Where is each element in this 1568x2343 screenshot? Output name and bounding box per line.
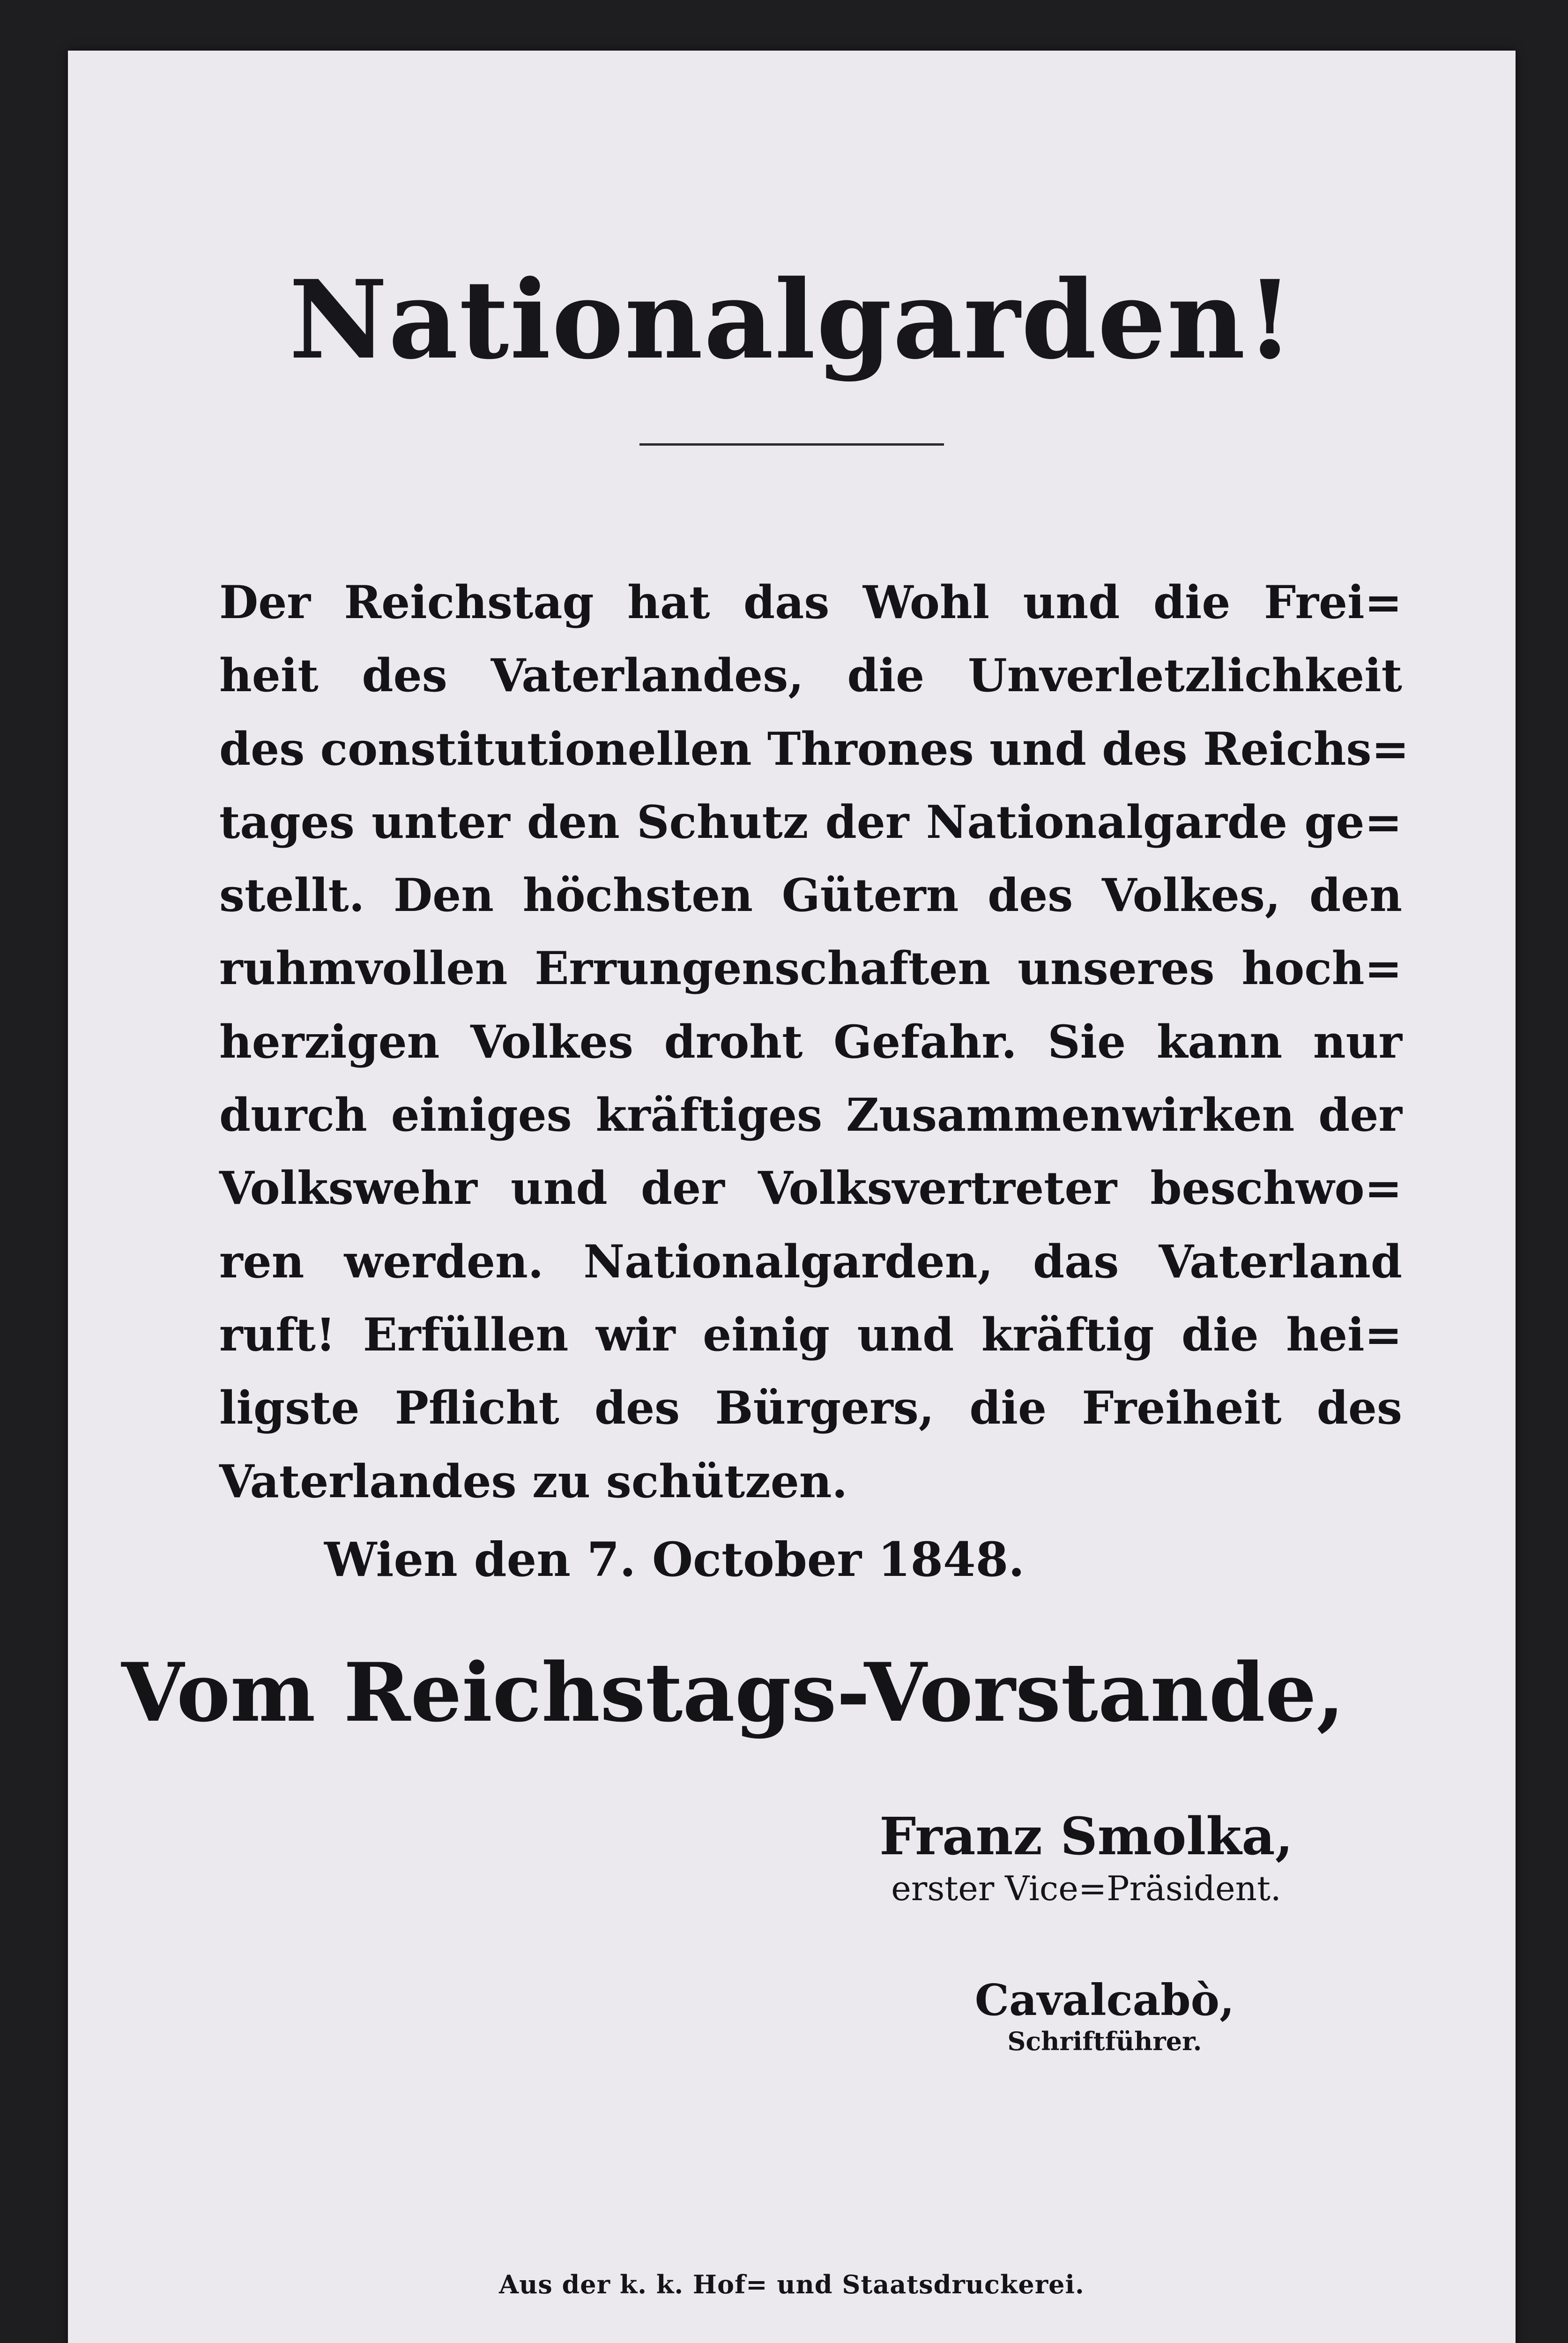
proclamation-text [219, 566, 1409, 1518]
text-line: tages unter den Schutz der Nationalgarde ge= [219, 795, 1402, 849]
text-line: Der Reichstag hat das Wohl und die Frei= [219, 576, 1402, 629]
title-divider [639, 443, 944, 446]
text-line: herzigen Volkes droht Gefahr. Sie kann nur [219, 1015, 1402, 1068]
signatory-name: Cavalcabò, [974, 1975, 1234, 2025]
signatory-secretary [975, 1974, 1234, 2058]
poster-sheet [68, 51, 1516, 2343]
poster-title: Nationalgarden! [289, 257, 1295, 383]
issue-date: Wien den 7. October 1848. [324, 1532, 1025, 1587]
text-line: ligste Pflicht des Bürgers, die Freiheit des [219, 1381, 1402, 1435]
printer-imprint: Aus der k. k. Hof= und Staatsdruckerei. [499, 2269, 1085, 2299]
text-line: durch einiges kräftiges Zusammenwirken der [219, 1089, 1402, 1142]
text-line: Vaterlandes zu schützen. [219, 1455, 847, 1508]
text-line: Volkswehr und der Volksvertreter beschwo= [219, 1162, 1402, 1215]
signatory-name: Franz Smolka, [879, 1806, 1293, 1866]
text-line: ren werden. Nationalgarden, das Vaterland [219, 1235, 1402, 1288]
text-line: heit des Vaterlandes, die Unverletzlichkeit [219, 649, 1402, 702]
text-line: ruft! Erfüllen wir einig und kräftig die hei= [219, 1308, 1402, 1361]
signatory-role: Schriftführer. [1007, 2026, 1202, 2057]
signatory-president [879, 1806, 1293, 1910]
text-line: ruhmvollen Errungenschaften unseres hoch= [219, 942, 1402, 995]
signed-by-heading: Vom Reichstags-Vorstande, [121, 1645, 1345, 1740]
text-line: des constitutionellen Thrones und des Reichs= [219, 722, 1409, 776]
text-line: stellt. Den höchsten Gütern des Volkes, den [219, 869, 1402, 922]
signatory-role: erster Vice=Präsident. [891, 1869, 1281, 1908]
